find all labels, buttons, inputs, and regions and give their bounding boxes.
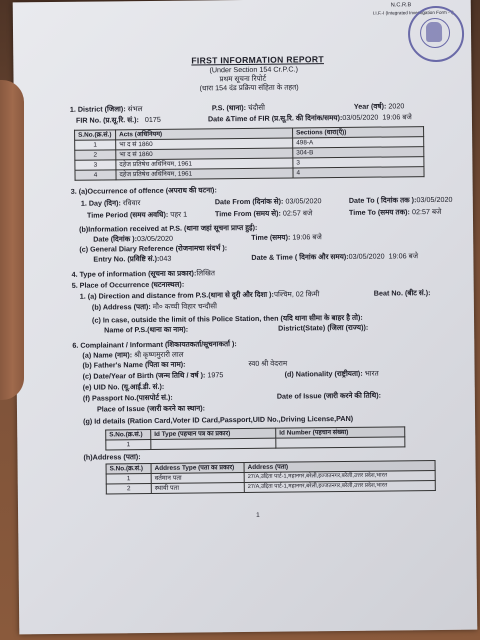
id-details-heading: (g) Id details (Ration Card,Voter ID Card,Passport,UID No.,Driving License,PAN): [83, 413, 354, 426]
passport-issue-place-field: Place of Issue (जारी करने का स्थान):: [96, 403, 206, 414]
time-period-field: Time Period (समय अवधि): पहर 1: [86, 209, 188, 220]
table-row: 3 दहेज प्रतिषेध अधिनियम, 1961 3: [75, 157, 424, 171]
occurrence-address-field: (b) Address (पता): मौ० कच्ची विहार चन्दौसी: [91, 301, 218, 312]
report-title: FIRST INFORMATION REPORT: [191, 54, 324, 66]
beat-number-field: Beat No. (बीट सं.):: [373, 288, 431, 298]
info-received-heading: (b)Information received at P.S. (थाना जहां सूचना प्राप्त हुई):: [79, 222, 258, 234]
police-stamp-seal: [408, 6, 465, 63]
passport-issue-date-field: Date of Issue (जारी करने की तिथि):: [276, 390, 382, 401]
info-received-date: Date (दिनांक ):03/05/2020: [93, 233, 174, 244]
occurrence-heading: 3. (a)Occurrence of offence (अपराध की घटना):: [70, 185, 217, 196]
gd-entry-number: Entry No. (प्रविष्टि सं.):043: [93, 253, 172, 264]
column-header-sno: S.No.(क्र.सं.): [106, 463, 151, 473]
direction-distance-field: 1. (a) Direction and distance from P.S.(थाना से दूरी और दिशा ):पश्चिम, 02 किमी: [79, 289, 320, 301]
column-header-acts: Acts (अधिनियम): [116, 128, 293, 140]
column-header-sections: Sections (धारा(एँ)): [293, 127, 424, 138]
complainant-address-table: [106, 460, 436, 494]
table-row: 4 दहेज प्रतिषेध अधिनियम, 1961 4: [75, 167, 424, 181]
father-name-label: (b) Father's Name (पिता का नाम):: [82, 359, 186, 370]
fir-document-page: [13, 0, 478, 634]
column-header-address: Address (पता): [244, 461, 435, 473]
year-field: Year (वर्ष): 2020: [353, 101, 405, 111]
column-header-id-number: Id Number (पहचान संख्या): [276, 427, 405, 438]
gd-date-time: Date & Time ( दिनांक और समय):03/05/2020 19:06 बजे: [251, 251, 419, 262]
info-received-time: Time (समय): 19:06 बजे: [251, 232, 322, 242]
outside-limit-heading: (c) In case, outside the limit of this Police Station, then (यदि थाना सीमा के बाहर है तो):: [91, 312, 363, 325]
report-hindi-subtitle: (धारा 154 दंड प्रक्रिया संहिता के तहत): [199, 82, 299, 93]
outside-district-field: District(State) (जिला (राज्य)):: [278, 322, 369, 333]
uid-number-field: (e) UID No. (यू.आई.डी. सं.):: [82, 381, 165, 392]
report-subtitle: (Under Section 154 Cr.P.C.): [209, 64, 299, 75]
iif-code: I.I.F.-I (Integrated Investigation Form - I): [372, 9, 454, 16]
information-type-field: 4. Type of information (सूचना का प्रकार):लिखित: [71, 268, 215, 279]
address-heading: (h)Address (पता):: [83, 452, 141, 462]
general-diary-heading: (c) General Diary Reference (रोजनामचा संदर्भ ):: [79, 243, 228, 254]
table-row: 2 भा द सं 1860 304-B: [75, 147, 424, 161]
date-to-field: Date To ( दिनांक तक ):03/05/2020: [348, 194, 453, 205]
nationality-field: (d) Nationality (राष्ट्रीयता): भारत: [284, 368, 379, 379]
complainant-heading: 6. Complainant / Informant (शिकायतकर्ता/सूचनाकर्ता ):: [72, 339, 237, 350]
time-from-field: Time From (समय से): 02:57 बजे: [214, 208, 313, 219]
column-header-id-type: Id Type (पहचान पत्र का प्रकार): [151, 428, 276, 439]
father-name-value: स्व0 श्री वेदराम: [248, 358, 288, 368]
date-from-field: Date From (दिनांक से): 03/05/2020: [214, 196, 322, 207]
police-station-field: P.S. (थाना): चंदौसी: [211, 102, 265, 113]
column-header-address-type: Address Type (पता का प्रकार): [151, 463, 244, 474]
column-header-sno: S.No.(क्र.सं.): [106, 429, 151, 439]
birth-year-field: (c) Date/Year of Birth (जन्म तिथि / वर्ष ): 1975: [82, 370, 224, 381]
acts-sections-table: [74, 126, 425, 181]
district-field: 1. District (जिला): संभल: [69, 104, 143, 114]
complainant-name-field: (a) Name (नाम): श्री कृष्णमुरारी लाल: [82, 349, 184, 360]
table-row: 1: [106, 437, 405, 450]
column-header-sno: S.No.(क्र.सं.): [75, 130, 116, 140]
place-of-occurrence-heading: 5. Place of Occurrence (घटनास्थल):: [71, 279, 185, 290]
day-field: 1. Day (दिन): रविवार: [80, 198, 141, 208]
table-row: 1 भा द सं 1860 498-A: [75, 137, 424, 151]
table-row: 1 वर्तमान पता 27/A,उद्दिता पार्ट-1,महानगर,बरेली,इज्जतनगर,बरेली,उत्तर प्रदेश,भारत: [106, 471, 435, 484]
fir-number-field: FIR No. (प्र.सू.रि. सं.): 0175: [75, 114, 161, 125]
page-number: 1: [256, 511, 260, 519]
fir-date-time-field: Date &Time of FIR (प्र.सू.रि. की दिनांक/समय):03/05/2020 19:06 बजे: [207, 112, 412, 124]
holding-hand: [0, 80, 24, 400]
outside-ps-name-field: Name of P.S.(थाना का नाम):: [104, 324, 189, 335]
id-details-table: [105, 426, 405, 450]
time-to-field: Time To (समय तक): 02:57 बजे: [348, 206, 442, 217]
table-row: 2 स्थायी पता 27/A,उद्दिता पार्ट-1,महानगर,बरेली,इज्जतनगर,बरेली,उत्तर प्रदेश,भारत: [106, 481, 435, 494]
report-hindi-title: प्रथम सूचना रिपोर्ट: [219, 73, 267, 84]
ncrb-code: N.C.R.B: [390, 2, 412, 9]
passport-number-field: (f) Passport No.(पासपोर्ट सं.):: [82, 392, 173, 403]
